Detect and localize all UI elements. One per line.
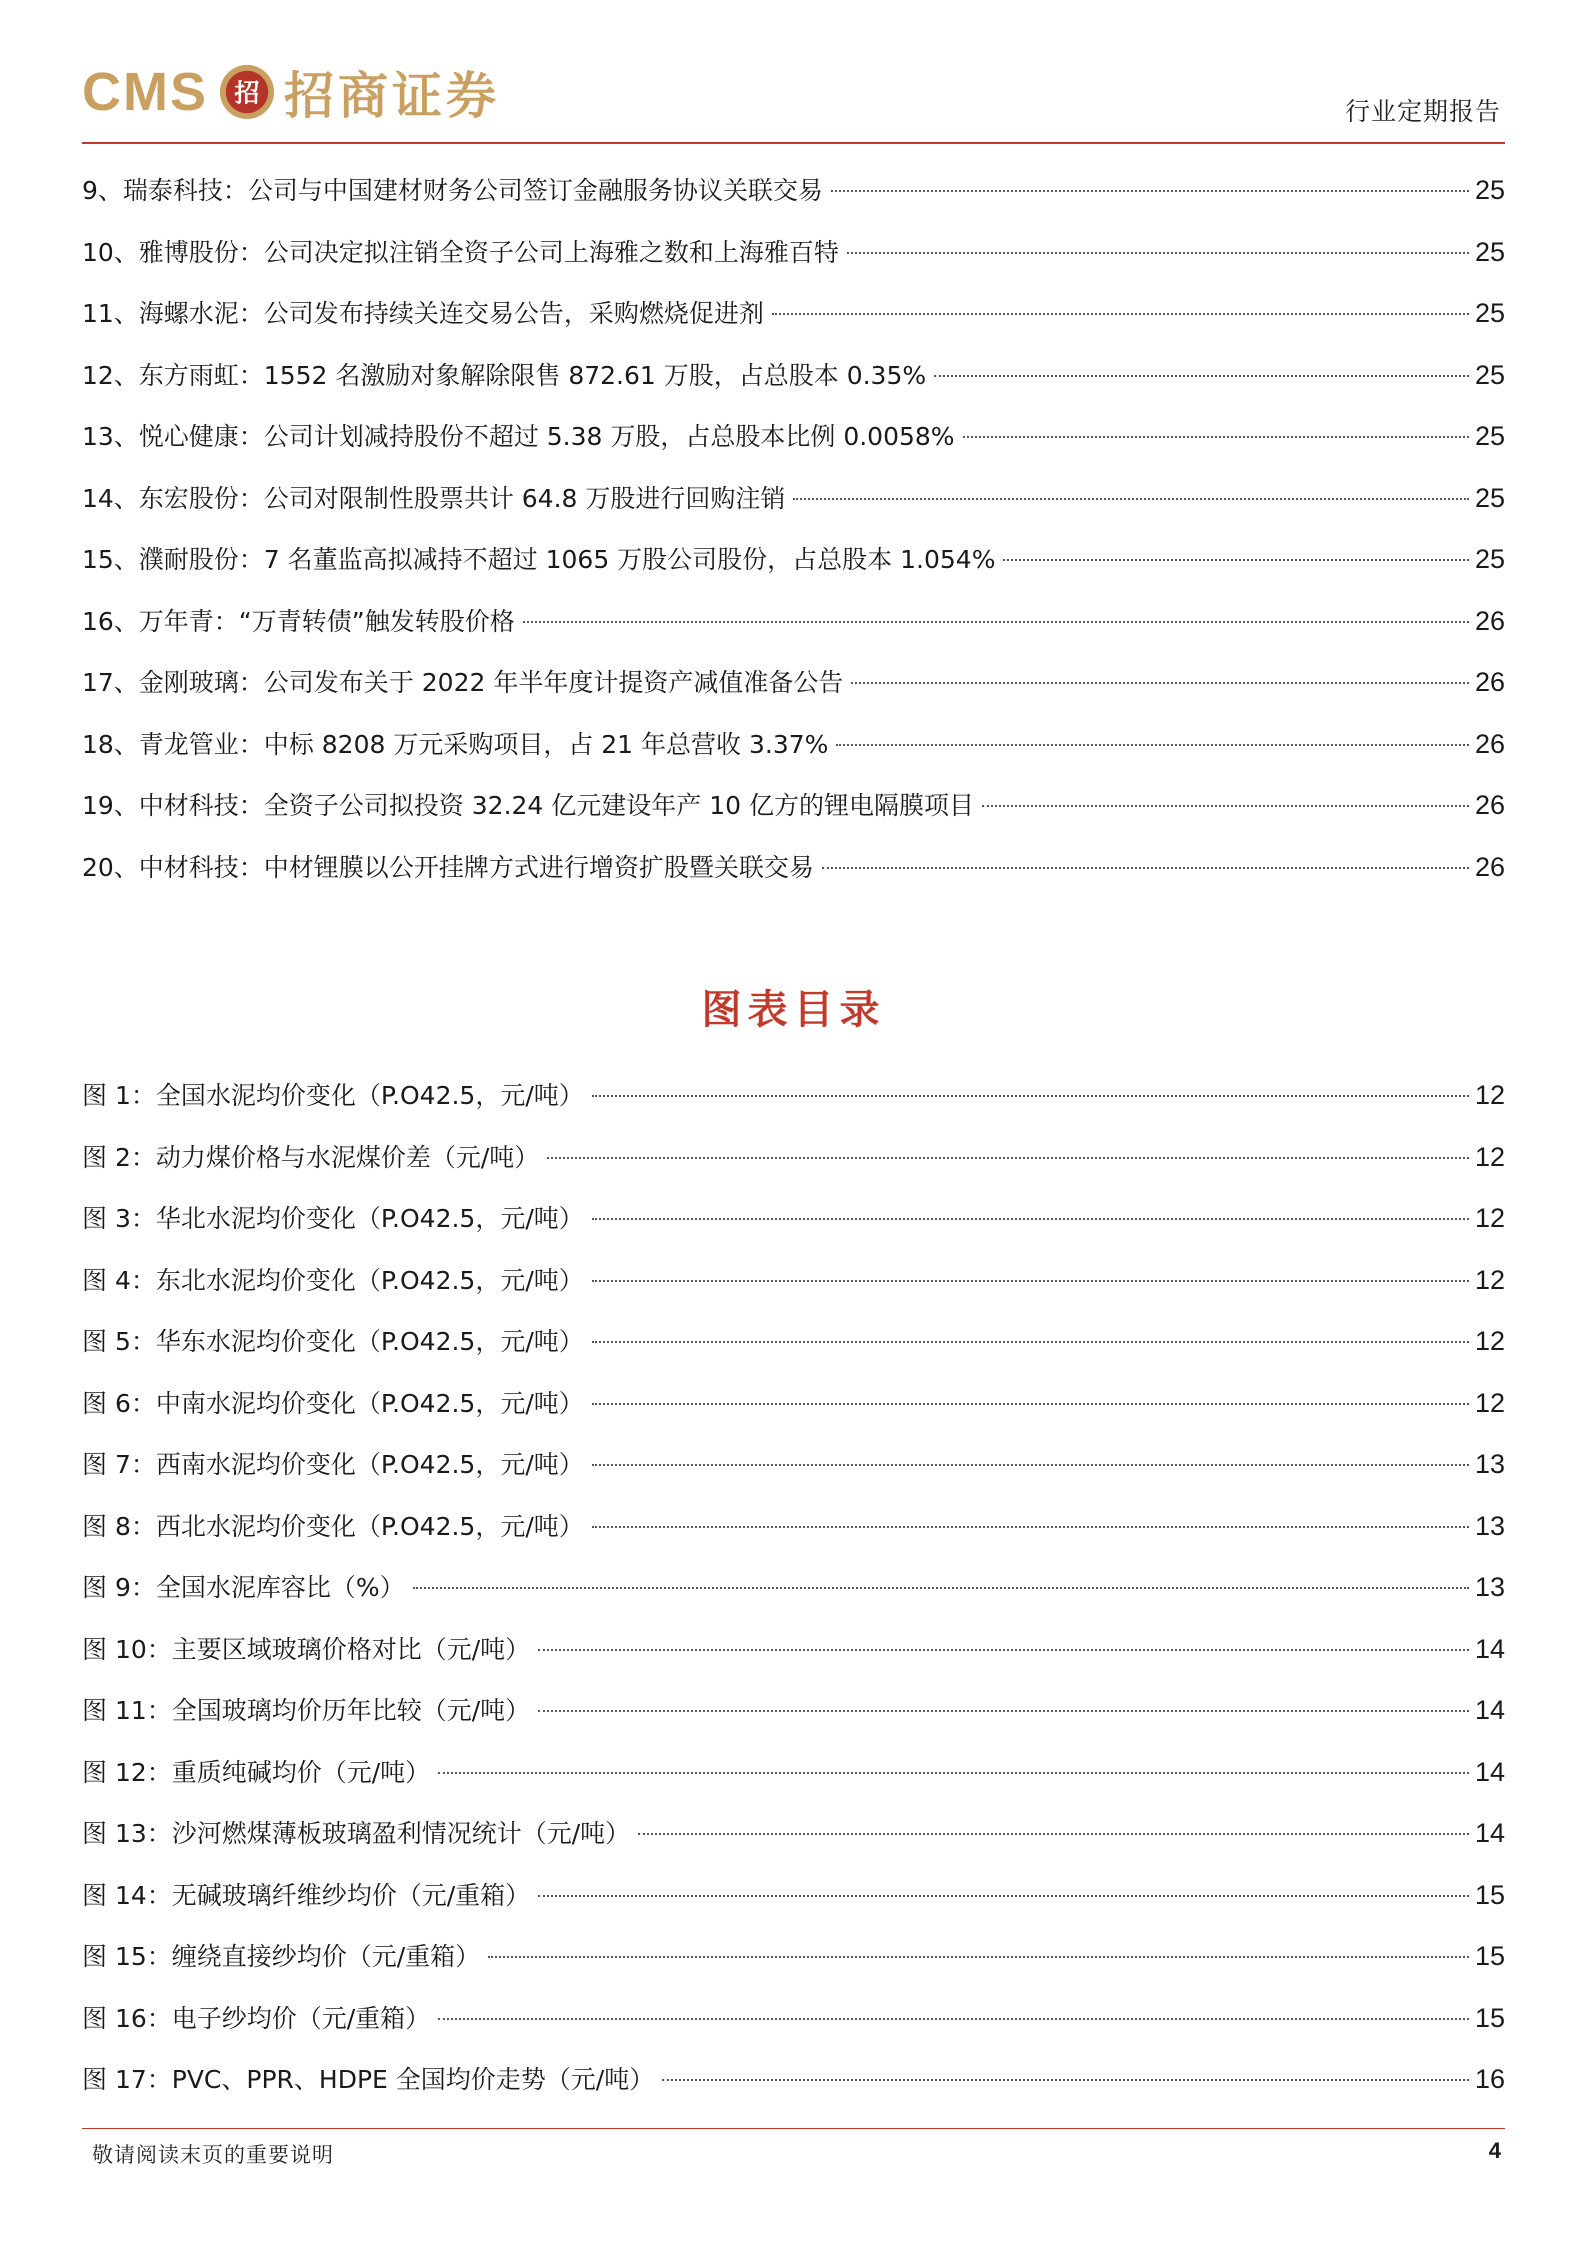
- toc-entry-page: 12: [1474, 1080, 1505, 1110]
- toc-entry[interactable]: [82, 1557, 1505, 1619]
- toc-entry-title: 19、中材科技：全资子公司拟投资 32.24 亿元建设年产 10 亿方的锂电隔膜项目: [82, 791, 974, 820]
- toc-dot-leader: [847, 252, 1469, 254]
- toc-entry-title: 图 12：重质纯碱均价（元/吨）: [82, 1757, 431, 1787]
- toc-entry-title: 图 6：中南水泥均价变化（P.O42.5，元/吨）: [82, 1388, 584, 1418]
- toc-dot-leader: [851, 682, 1469, 684]
- toc-entry[interactable]: [82, 714, 1505, 776]
- toc-entry[interactable]: [82, 1619, 1505, 1681]
- toc-dot-leader: [538, 1710, 1469, 1712]
- toc-entry-page: 26: [1474, 667, 1505, 697]
- toc-entry-title: 10、雅博股份：公司决定拟注销全资子公司上海雅之数和上海雅百特: [82, 237, 839, 267]
- toc-entry-page: 15: [1474, 2002, 1505, 2033]
- toc-dot-leader: [662, 2079, 1469, 2081]
- toc-entry-page: 13: [1474, 1510, 1505, 1541]
- toc-entry[interactable]: [82, 222, 1505, 284]
- toc-entry-page: 26: [1474, 851, 1505, 882]
- footer-page-number: 4: [1488, 2138, 1501, 2163]
- toc-dot-leader: [592, 1403, 1469, 1405]
- toc-entry-page: 12: [1474, 1387, 1505, 1418]
- toc-dot-leader: [592, 1464, 1469, 1466]
- toc-entry-page: 25: [1474, 298, 1505, 328]
- toc-entry[interactable]: [82, 1988, 1505, 2050]
- toc-dot-leader: [547, 1157, 1469, 1159]
- toc-dot-leader: [934, 375, 1469, 377]
- toc-dot-leader: [772, 313, 1469, 315]
- toc-entry-title: 图 2：动力煤价格与水泥煤价差（元/吨）: [82, 1142, 540, 1172]
- toc-entry[interactable]: [82, 1926, 1505, 1988]
- toc-entry[interactable]: [82, 1742, 1505, 1804]
- toc-entry-title: 9、瑞泰科技：公司与中国建材财务公司签订金融服务协议关联交易: [82, 176, 823, 205]
- toc-entry[interactable]: [82, 468, 1505, 530]
- page-header: [0, 0, 1587, 150]
- toc-entry-page: 14: [1474, 1695, 1505, 1725]
- toc-entry-page: 12: [1474, 1326, 1505, 1356]
- toc-entry-page: 16: [1474, 2064, 1505, 2094]
- toc-entry-page: 14: [1474, 1818, 1505, 1848]
- toc-entry-title: 12、东方雨虹：1552 名激励对象解除限售 872.61 万股，占总股本 0.35%: [82, 360, 927, 390]
- toc-entry-page: 15: [1474, 1941, 1505, 1971]
- toc-dot-leader: [438, 1772, 1469, 1774]
- toc-entry[interactable]: [82, 1680, 1505, 1742]
- toc-entry-page: 12: [1474, 1264, 1505, 1295]
- toc-entry[interactable]: [82, 1865, 1505, 1927]
- toc-entry-title: 图 17：PVC、PPR、HDPE 全国均价走势（元/吨）: [82, 2065, 655, 2094]
- toc-entry[interactable]: [82, 2049, 1505, 2111]
- toc-entry[interactable]: [82, 1496, 1505, 1558]
- toc-entry[interactable]: [82, 160, 1505, 222]
- toc-entry-title: 18、青龙管业：中标 8208 万元采购项目，占 21 年总营收 3.37%: [82, 729, 829, 759]
- toc-dot-leader: [438, 2018, 1469, 2020]
- toc-entry-page: 26: [1474, 728, 1505, 759]
- company-logo: [82, 52, 500, 132]
- toc-entry[interactable]: [82, 1127, 1505, 1189]
- toc-entry-title: 图 16：电子纱均价（元/重箱）: [82, 2003, 431, 2033]
- toc-dot-leader: [1003, 559, 1468, 561]
- logo-emblem-glyph: 招: [234, 78, 260, 108]
- toc-dot-leader: [831, 190, 1469, 192]
- toc-entry-page: 12: [1474, 1141, 1505, 1172]
- toc-entry[interactable]: [82, 529, 1505, 591]
- toc-entry-title: 13、悦心健康：公司计划减持股份不超过 5.38 万股，占总股本比例 0.0058%: [82, 422, 955, 451]
- toc-entry[interactable]: [82, 837, 1505, 899]
- toc-entry-page: 25: [1474, 359, 1505, 390]
- toc-entry-page: 15: [1474, 1879, 1505, 1910]
- toc-dot-leader: [638, 1833, 1469, 1835]
- toc-entry-title: 图 3：华北水泥均价变化（P.O42.5，元/吨）: [82, 1204, 584, 1233]
- toc-dot-leader: [982, 805, 1469, 807]
- logo-emblem-icon: [218, 63, 276, 121]
- toc-entry-title: 16、万年青：“万青转债”触发转股价格: [82, 606, 515, 636]
- toc-entry[interactable]: [82, 283, 1505, 345]
- toc-dot-leader: [963, 436, 1469, 438]
- toc-dot-leader: [592, 1280, 1469, 1282]
- toc-entry-page: 25: [1474, 421, 1505, 451]
- toc-dot-leader: [413, 1587, 1469, 1589]
- toc-entry[interactable]: [82, 1188, 1505, 1250]
- toc-entry[interactable]: [82, 1250, 1505, 1312]
- toc-entry[interactable]: [82, 1803, 1505, 1865]
- report-type-label: 行业定期报告: [1344, 97, 1501, 126]
- toc-entry-page: 26: [1474, 605, 1505, 636]
- toc-entry-title: 17、金刚玻璃：公司发布关于 2022 年半年度计提资产减值准备公告: [82, 668, 844, 697]
- toc-entry-page: 25: [1474, 482, 1505, 513]
- toc-dot-leader: [592, 1218, 1469, 1220]
- toc-entry[interactable]: [82, 652, 1505, 714]
- toc-dot-leader: [523, 621, 1469, 623]
- toc-entry-title: 图 11：全国玻璃均价历年比较（元/吨）: [82, 1696, 531, 1725]
- toc-entry-page: 14: [1474, 1633, 1505, 1664]
- toc-dot-leader: [538, 1895, 1469, 1897]
- logo-cn-text: 招商证券: [284, 67, 500, 125]
- footer-divider: [82, 2128, 1505, 2129]
- toc-dot-leader: [793, 498, 1469, 500]
- header-divider: [82, 142, 1505, 144]
- toc-entry-title: 14、东宏股份：公司对限制性股票共计 64.8 万股进行回购注销: [82, 483, 786, 513]
- toc-dot-leader: [538, 1649, 1469, 1651]
- toc-entry-page: 13: [1474, 1449, 1505, 1479]
- logo-cms-text: CMS: [82, 62, 208, 122]
- toc-entry[interactable]: [82, 406, 1505, 468]
- toc-dot-leader: [592, 1341, 1469, 1343]
- toc-entry-page: 25: [1474, 236, 1505, 267]
- footer-note: 敬请阅读末页的重要说明: [92, 2143, 334, 2167]
- toc-dot-leader: [592, 1095, 1469, 1097]
- toc-entry-title: 图 15：缠绕直接纱均价（元/重箱）: [82, 1942, 481, 1971]
- toc-entry-page: 13: [1474, 1572, 1505, 1602]
- toc-entry[interactable]: [82, 1311, 1505, 1373]
- toc-entry-title: 图 7：西南水泥均价变化（P.O42.5，元/吨）: [82, 1450, 584, 1479]
- figures-toc-heading: 图表目录: [701, 987, 886, 1033]
- toc-entry-title: 20、中材科技：中材锂膜以公开挂牌方式进行增资扩股暨关联交易: [82, 852, 814, 882]
- toc-dot-leader: [592, 1526, 1469, 1528]
- toc-entry-page: 26: [1474, 790, 1505, 820]
- figures-toc-list: [82, 1065, 1505, 2111]
- toc-entry-title: 图 13：沙河燃煤薄板玻璃盈利情况统计（元/吨）: [82, 1819, 631, 1848]
- toc-dot-leader: [836, 744, 1469, 746]
- toc-entry[interactable]: [82, 591, 1505, 653]
- toc-entry-page: 12: [1474, 1203, 1505, 1233]
- toc-entry[interactable]: [82, 775, 1505, 837]
- toc-entry-title: 图 9：全国水泥库容比（%）: [82, 1573, 405, 1602]
- toc-entry-page: 25: [1474, 175, 1505, 205]
- toc-entry-title: 图 10：主要区域玻璃价格对比（元/吨）: [82, 1634, 531, 1664]
- toc-dot-leader: [488, 1956, 1469, 1958]
- toc-entry-page: 25: [1474, 544, 1505, 574]
- toc-entry-title: 11、海螺水泥：公司发布持续关连交易公告，采购燃烧促进剂: [82, 299, 764, 328]
- toc-entry-title: 15、濮耐股份：7 名董监高拟减持不超过 1065 万股公司股份，占总股本 1.054%: [82, 545, 996, 574]
- toc-entry-title: 图 1：全国水泥均价变化（P.O42.5，元/吨）: [82, 1081, 584, 1110]
- toc-entry[interactable]: [82, 1434, 1505, 1496]
- toc-entry[interactable]: [82, 345, 1505, 407]
- toc-entry-title: 图 8：西北水泥均价变化（P.O42.5，元/吨）: [82, 1511, 584, 1541]
- toc-entry-title: 图 4：东北水泥均价变化（P.O42.5，元/吨）: [82, 1265, 584, 1295]
- toc-entry[interactable]: [82, 1065, 1505, 1127]
- news-toc-list: [82, 160, 1505, 898]
- toc-entry-title: 图 5：华东水泥均价变化（P.O42.5，元/吨）: [82, 1327, 584, 1356]
- toc-dot-leader: [822, 867, 1469, 869]
- toc-entry[interactable]: [82, 1373, 1505, 1435]
- toc-entry-title: 图 14：无碱玻璃纤维纱均价（元/重箱）: [82, 1880, 531, 1910]
- toc-entry-page: 14: [1474, 1756, 1505, 1787]
